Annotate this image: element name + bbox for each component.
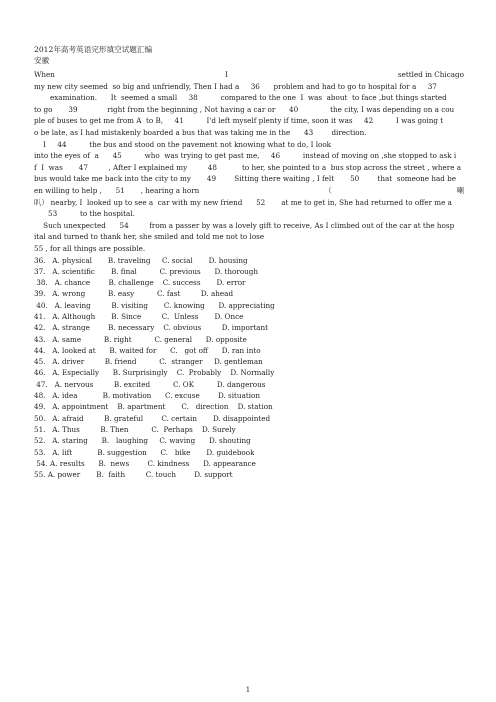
option-row-51: 51. A. Thus B. Then C. Perhaps D. Surely: [34, 424, 236, 434]
passage-line-nearby: [34, 197, 464, 209]
option-row-55: 55. A. power B. faith C. touch D. support: [34, 470, 233, 480]
option-row-36: 36. A. physical B. traveling C. social D. housing: [34, 255, 248, 265]
passage-line-1: [34, 69, 464, 81]
option-row-54: 54. A. results B. news C. kindness D. appearance: [34, 458, 256, 468]
option-row-47: 47. A. nervous B. excited C. OK D. dangerous: [34, 379, 266, 389]
document-subtitle: 安徽: [34, 56, 50, 65]
passage-line: f I was 47 , After I explained my 48 to her, she pointed to a bus stop across the street , where a: [34, 162, 462, 172]
passage: [34, 69, 464, 255]
option-row-49: 49. A. appointment B. apartment C. direction D. station: [34, 402, 273, 412]
passage-para2-line: ital and turned to thank her, she smiled and told me not to lose: [34, 232, 265, 242]
passage-line: examination. It seemed a small 38 compared to the one I was about to face ,but things started: [34, 93, 447, 103]
option-row-37: 37. A. scientific B. final C. previous D. thorough: [34, 266, 259, 276]
passage-line: my new city seemed so big and unfriendly, Then I had a 36 problem and had to go to hospital for a 37: [34, 81, 437, 91]
option-row-45: 45. A. driver B. friend C. stranger D. gentleman: [34, 357, 263, 367]
passage-word-settled: settled in Chicago: [397, 70, 464, 79]
option-row-46: 46. A. Especially B. Surprisingly C. Probably D. Normally: [34, 368, 275, 378]
passage-line: ple of buses to get me from A to B, 41 I'd left myself plenty if time, soon it was 42 I was going t: [34, 116, 444, 126]
option-row-50: 50. A. afraid B. grateful C. certain D. disappointed: [34, 413, 271, 423]
option-row-44: 44. A. looked at B. waited for C. got off D. ran into: [34, 345, 261, 355]
document-page: [34, 44, 464, 480]
option-row-48: 48. A. idea B. motivation C. excuse D. situation: [34, 391, 260, 401]
option-row-39: 39. A. wrong B. easy C. fast D. ahead: [34, 289, 234, 299]
passage-word-when: When: [34, 70, 55, 79]
options-list: [34, 255, 464, 481]
passage-line-53: 53 to the hospital.: [48, 209, 135, 219]
option-row-43: 43. A. same B. right C. general D. opposite: [34, 334, 247, 344]
passage-para2-line: 55 , for all things are possible.: [34, 243, 146, 253]
option-row-42: 42. A. strange B. necessary C. obvious D. important: [34, 323, 268, 333]
page-number: 1: [245, 686, 251, 694]
passage-paren: （: [324, 185, 332, 195]
passage-horn-text: en willing to help , 51 , hearing a horn: [34, 185, 200, 195]
document-title: 2012年高考英语完形填空试题汇编: [34, 45, 153, 54]
passage-line-horn: [34, 185, 464, 197]
passage-line: into the eyes of a 45 who was trying to get past me, 46 instead of moving on ,she stopped to ask i: [34, 151, 457, 161]
option-row-53: 53. A. lift B. suggestion C. bike D. guidebook: [34, 447, 255, 457]
option-row-40: 40. A. leaving B. visiting C. knowing D. appreciating: [34, 300, 275, 310]
option-row-38: 38. A. chance B. challenge C. success D. error: [34, 278, 246, 288]
passage-line: I 44 the bus and stood on the pavement not knowing what to do, I look: [34, 139, 332, 149]
passage-word-i: I: [225, 70, 228, 79]
option-row-52: 52. A. staring B. laughing C. waving D. shouting: [34, 436, 251, 446]
passage-line: o be late, as I had mistakenly boarded a bus that was taking me in the 43 direction.: [34, 127, 367, 137]
passage-laba: 喇: [456, 185, 464, 195]
passage-laba-end: 叭）: [34, 197, 49, 207]
passage-para2-line: Such unexpected 54 from a passer by was a lovely gift to receive, As I climbed out of the car at the hosp: [34, 220, 455, 230]
passage-nearby-text: nearby, I looked up to see a car with my new friend 52 at me to get in, She had returned to offer me a: [48, 197, 452, 207]
passage-line: bus would take me back into the city to my 49 Sitting there waiting , I felt 50 that someone had be: [34, 174, 457, 184]
passage-line: to go 39 right from the beginning , Not having a car or 40 the city, I was depending on a cou: [34, 104, 455, 114]
option-row-41: 41. A. Although B. Since C. Unless D. Once: [34, 311, 244, 321]
